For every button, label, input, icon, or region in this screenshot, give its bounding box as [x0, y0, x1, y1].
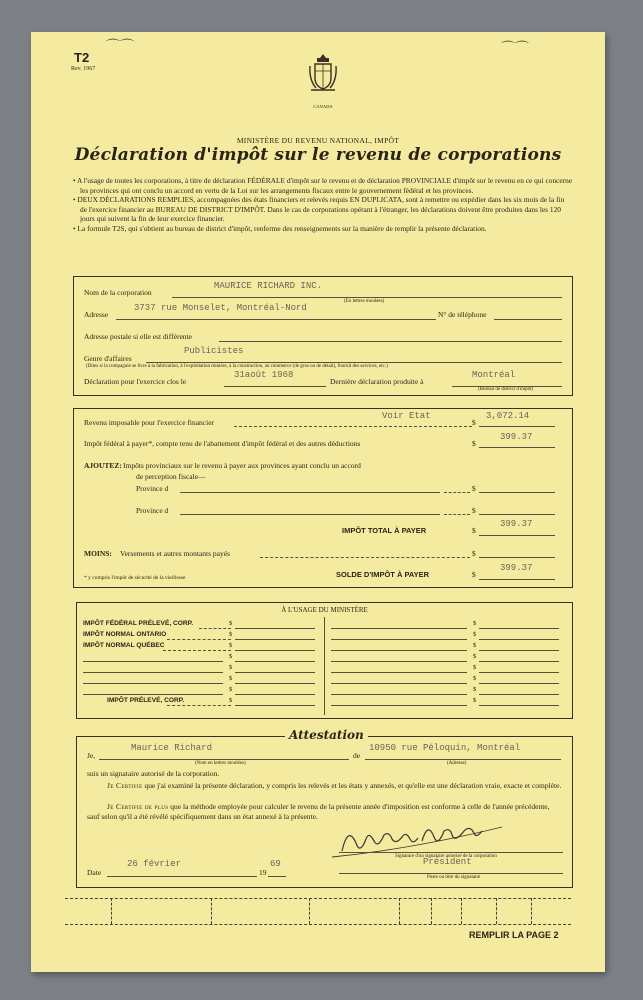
stub-divider	[461, 898, 462, 924]
currency-symbol: $	[472, 439, 476, 448]
ministry-amount-line[interactable]	[235, 694, 315, 695]
ministry-row-blank-line[interactable]	[83, 683, 223, 684]
ministry-row-blank-line[interactable]	[331, 639, 467, 640]
tax-computation-section	[73, 408, 573, 588]
leader-dots	[234, 426, 472, 427]
balance-label: SOLDE D'IMPÔT À PAYER	[336, 570, 430, 579]
ministry-amount-line[interactable]	[235, 705, 315, 706]
certification-1	[87, 781, 563, 791]
ministry-row-label: IMPÔT FÉDÉRAL PRÉLEVÉ, CORP.	[83, 620, 194, 627]
stub-divider	[431, 898, 432, 924]
phone-label: N° de téléphone	[438, 310, 487, 319]
province-1-line[interactable]	[180, 492, 440, 493]
je-label: Je,	[87, 751, 96, 760]
stub-bottom-line	[65, 924, 571, 925]
last-return-value: Montréal	[472, 370, 516, 380]
leader-dots	[444, 492, 470, 493]
ministry-name: MINISTÈRE DU REVENU NATIONAL, IMPÔT	[236, 136, 400, 145]
last-return-label: Dernière déclaration produite à	[330, 377, 424, 386]
federal-tax-value: 399.37	[500, 432, 533, 442]
leader-dots	[199, 628, 231, 629]
stub-divider	[531, 898, 532, 924]
attester-name-value: Maurice Richard	[131, 743, 213, 753]
ministry-row-blank-line[interactable]	[331, 661, 467, 662]
year-value: 69	[270, 859, 281, 869]
currency-symbol: $	[229, 642, 233, 649]
total-tax-label: IMPÔT TOTAL À PAYER	[342, 526, 427, 535]
taxable-income-line[interactable]	[479, 426, 555, 427]
federal-tax-line[interactable]	[479, 447, 555, 448]
signatory-statement: suis un signataire autorisé de la corporation.	[87, 769, 220, 778]
currency-symbol: $	[473, 686, 477, 693]
currency-symbol: $	[472, 506, 476, 515]
fiscal-year-line[interactable]	[224, 386, 326, 387]
punch-mark: ⌒⌒	[501, 42, 529, 57]
ministry-use-heading: À L'USAGE DU MINISTÈRE	[281, 606, 368, 614]
currency-symbol: $	[229, 697, 233, 704]
currency-symbol: $	[473, 664, 477, 671]
footnote: * y compris l'impôt de sécurité de la vieillesse	[84, 575, 186, 581]
currency-symbol: $	[473, 675, 477, 682]
taxable-income-note: Voir Etat	[382, 411, 431, 421]
balance-value: 399.37	[500, 563, 533, 573]
title-value: Président	[423, 857, 472, 867]
form-title: Déclaration d'impôt sur le revenu de corporations	[74, 145, 562, 165]
date-value: 26 février	[127, 859, 182, 869]
ministry-amount-line[interactable]	[235, 683, 315, 684]
federal-tax-label: Impôt fédéral à payer*, compte tenu de l'abattement d'impôt fédéral et des autres déductions	[84, 439, 361, 448]
leader-dots	[444, 514, 470, 515]
leader-dots	[167, 705, 231, 706]
total-tax-line[interactable]	[479, 535, 555, 536]
phone-line[interactable]	[494, 319, 562, 320]
add-label: AJOUTEZ:	[84, 461, 122, 470]
canada-coat-of-arms-icon	[307, 52, 339, 104]
currency-symbol: $	[229, 686, 233, 693]
currency-symbol: $	[472, 418, 476, 427]
certify-caps: Je Certifie	[107, 781, 143, 790]
punch-mark: ⌒⌒	[106, 40, 134, 55]
ministry-amount-line[interactable]	[235, 650, 315, 651]
ministry-row-blank-line[interactable]	[331, 672, 467, 673]
ministry-amount-line[interactable]	[479, 628, 559, 629]
instructions	[73, 176, 573, 234]
date-line[interactable]	[107, 876, 257, 877]
identification-section	[73, 276, 573, 396]
currency-symbol: $	[473, 631, 477, 638]
ministry-row-blank-line[interactable]	[83, 661, 223, 662]
stub-divider	[111, 898, 112, 924]
form-revision: Rev. 1967	[71, 66, 96, 72]
less-label: MOINS:	[84, 549, 112, 558]
ministry-row-blank-line[interactable]	[331, 628, 467, 629]
currency-symbol: $	[229, 675, 233, 682]
instruction-item: • La formule T2S, qui s'obtient au bureau de district d'impôt, renferme des renseignements sur la manière de remplir la présente déclaration.	[73, 223, 487, 233]
last-return-hint: (Bureau de district d'impôt)	[478, 387, 534, 392]
ministry-row-blank-line[interactable]	[83, 672, 223, 673]
total-tax-value: 399.37	[500, 519, 533, 529]
currency-symbol: $	[229, 664, 233, 671]
ministry-amount-line[interactable]	[479, 661, 559, 662]
ministry-amount-line[interactable]	[479, 650, 559, 651]
currency-symbol: $	[472, 570, 476, 579]
fiscal-year-label: Déclaration pour l'exercice clos le	[84, 377, 187, 386]
currency-symbol: $	[473, 620, 477, 627]
address-label: Adresse	[84, 310, 109, 319]
tax-form-page	[31, 32, 605, 972]
ministry-row-label: IMPÔT PRÉLEVÉ, CORP.	[107, 697, 185, 704]
stub-divider	[211, 898, 212, 924]
certify-text: que j'ai examiné la présente déclaration, y compris les relevés et les états y annexés, et qu'elle est une déclaration vraie, exacte et complète.	[142, 781, 562, 790]
ministry-amount-line[interactable]	[235, 639, 315, 640]
address-value: 3737 rue Monselet, Montréal-Nord	[134, 303, 307, 313]
business-type-hint: (Dites si la compagnie se livre à la fabrication, à l'exploitation minière, à la construction, au commerce (de gros ou de détail), fournit des services, etc.)	[86, 364, 388, 369]
province-1-label: Province d	[136, 484, 169, 493]
continue-page-2: REMPLIR LA PAGE 2	[469, 930, 559, 940]
de-label: de	[353, 751, 361, 760]
ministry-row-blank-line[interactable]	[83, 694, 223, 695]
province-2-amount-line[interactable]	[479, 514, 555, 515]
year-prefix: 19	[259, 868, 267, 877]
ministry-row-blank-line[interactable]	[331, 705, 467, 706]
stub-divider	[309, 898, 310, 924]
business-type-line[interactable]	[146, 362, 562, 363]
payments-line[interactable]	[479, 557, 555, 558]
ministry-amount-line[interactable]	[235, 672, 315, 673]
currency-symbol: $	[472, 484, 476, 493]
ministry-use-section	[76, 602, 573, 719]
instruction-item: • A l'usage de toutes les corporations, à titre de déclaration FÉDÉRALE d'impôt sur le revenu et de déclaration PROVINCIALE d'impôt sur le revenu en ce qui concerne les provinces qui ont conclu un accord en vertu de la Loi sur les arrangements fiscaux entre le gouvernement fédéral et les provinces.	[73, 176, 573, 195]
province-1-amount-line[interactable]	[479, 492, 555, 493]
currency-symbol: $	[229, 631, 233, 638]
stub-divider	[496, 898, 497, 924]
ministry-amount-line[interactable]	[479, 672, 559, 673]
ministry-amount-line[interactable]	[235, 628, 315, 629]
attester-address-line[interactable]	[365, 759, 561, 760]
currency-symbol: $	[472, 549, 476, 558]
balance-line[interactable]	[479, 579, 555, 580]
attestation-section	[76, 728, 573, 888]
address-line[interactable]	[116, 319, 436, 320]
leader-dots	[167, 639, 231, 640]
ministry-row-blank-line[interactable]	[331, 650, 467, 651]
instruction-item: • DEUX DÉCLARATIONS REMPLIES, accompagnées des états financiers et relevés requis EN DUPLICATA, sont à remettre ou expédier dans les six mois de la fin de l'exercice financier au BUREAU DE DISTRICT D'IMPÔT. Dans le cas de corporations opérant à l'étranger, les déclarations doivent être produites dans les 120 jours qui suivent la fin de leur exercice financier.	[73, 195, 565, 224]
ministry-amount-line[interactable]	[479, 694, 559, 695]
currency-symbol: $	[229, 653, 233, 660]
province-2-line[interactable]	[180, 514, 440, 515]
ministry-row-blank-line[interactable]	[331, 694, 467, 695]
attestation-heading: Attestation	[285, 728, 368, 742]
signature-line[interactable]	[339, 852, 563, 853]
signature-hint: Signature d'un signataire autorisé de la corporation	[395, 854, 497, 859]
ministry-amount-line[interactable]	[235, 661, 315, 662]
currency-symbol: $	[473, 653, 477, 660]
currency-symbol: $	[473, 697, 477, 704]
taxable-income-label: Revenu imposable pour l'exercice financier	[84, 418, 215, 427]
currency-symbol: $	[229, 620, 233, 627]
title-hint: Poste ou titre du signataire	[427, 875, 481, 880]
corporation-name-value: MAURICE RICHARD INC.	[214, 281, 323, 291]
crest-label: CANADA	[313, 104, 333, 109]
currency-symbol: $	[473, 642, 477, 649]
corporation-name-label: Nom de la corporation	[84, 288, 152, 297]
attester-address-hint: (Adresse)	[447, 761, 467, 766]
ministry-row-label: IMPÔT NORMAL QUÉBEC	[83, 642, 165, 649]
ministry-row-blank-line[interactable]	[331, 683, 467, 684]
certify-caps: Je Certifie de plus	[107, 802, 169, 811]
province-2-label: Province d	[136, 506, 169, 515]
attester-address-value: 10950 rue Péloquin, Montréal	[369, 743, 521, 753]
ministry-amount-line[interactable]	[479, 639, 559, 640]
add-text-2: de perception fiscale—	[136, 472, 206, 481]
attester-name-hint: (Nom en lettres moulées)	[195, 761, 246, 766]
title-line[interactable]	[339, 873, 563, 874]
taxable-income-value: 3,072.14	[486, 411, 530, 421]
year-line[interactable]	[268, 876, 286, 877]
currency-symbol: $	[472, 526, 476, 535]
ministry-row-label: IMPÔT NORMAL ONTARIO	[83, 631, 167, 638]
less-text: Versements et autres montants payés	[120, 549, 230, 558]
ministry-amount-line[interactable]	[479, 705, 559, 706]
column-divider	[324, 617, 325, 715]
date-label: Date	[87, 868, 102, 877]
postal-address-line[interactable]	[219, 341, 562, 342]
attester-name-line[interactable]	[99, 759, 349, 760]
corporation-name-hint: (En lettres moulées)	[344, 299, 385, 304]
fiscal-year-value: 31août 1968	[234, 370, 294, 380]
form-number: T2	[74, 50, 90, 65]
leader-dots	[260, 557, 470, 558]
add-text: Impôts provinciaux sur le revenu à payer aux provinces ayant conclu un accord	[123, 461, 361, 470]
ministry-amount-line[interactable]	[479, 683, 559, 684]
business-type-label: Genre d'affaires	[84, 354, 132, 363]
stub-divider	[399, 898, 400, 924]
business-type-value: Publicistes	[184, 346, 244, 356]
leader-dots	[163, 650, 231, 651]
corporation-name-line[interactable]	[172, 297, 562, 298]
postal-address-label: Adresse postale si elle est différente	[84, 332, 192, 341]
certify-text: que la méthode employée pour calculer le revenu de la présente année d'imposition est conforme à celle de l'année précédente, sauf selon qu'il a été révélé spécifiquement dans un état annexé à la présente.	[87, 802, 550, 821]
